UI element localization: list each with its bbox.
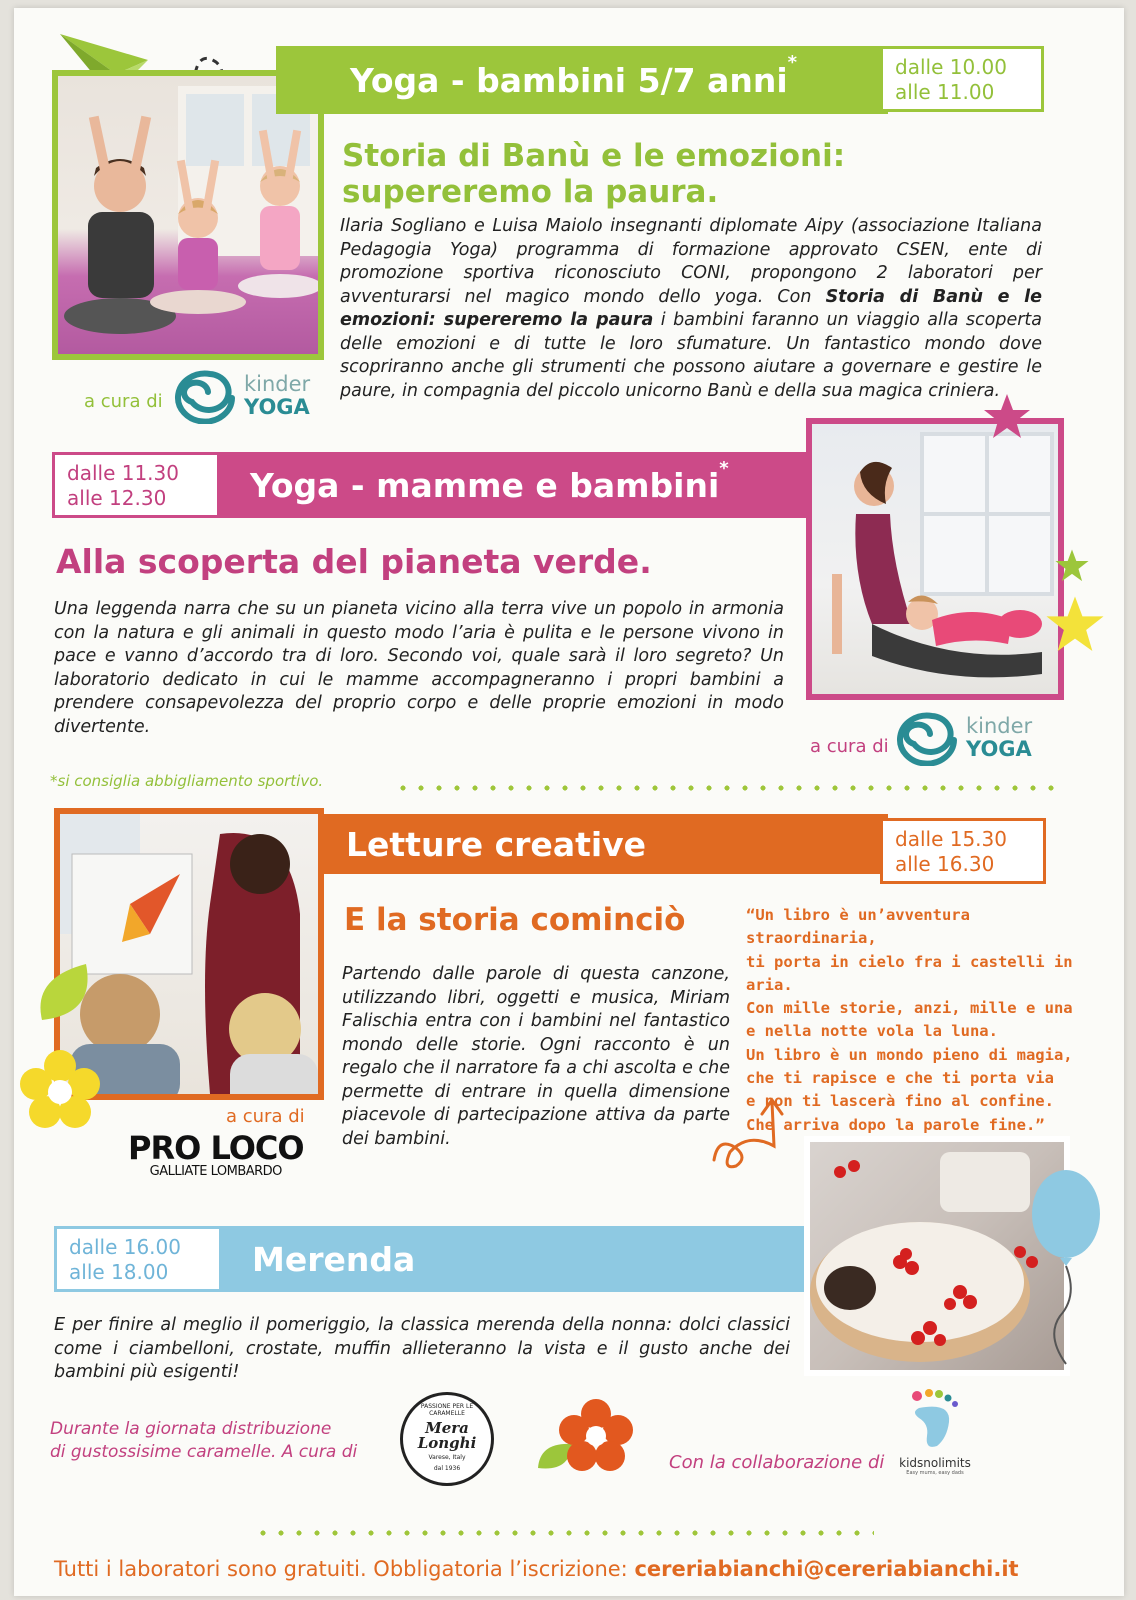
quote-line: “Un libro è un’avventura straordinaria,	[746, 906, 970, 948]
section-description: Partendo dalle parole di questa canzone, utilizzando libri, oggetti e musica, Miriam Falischia entra con i bambini nel fantastico mondo delle storie. Ogni racconto è un regalo che il narratore fa a chi ascolta e che permette di entrare in quella dimensione piacevole di partecipazione attiva da parte dei bambini.	[342, 964, 730, 1149]
swirl-icon	[172, 368, 238, 424]
candy-note-line: Durante la giornata distribuzione	[50, 1419, 332, 1439]
section-title: E la storia cominciò	[344, 902, 686, 938]
section-description	[340, 215, 1042, 403]
quote-line: e nella notte vola la luna.	[746, 1022, 998, 1041]
logo-text: YOGA	[244, 395, 310, 419]
candy-note	[50, 1418, 357, 1464]
yoga-kids-banner	[276, 46, 888, 114]
time-from: dalle 10.00	[895, 55, 1007, 79]
star-icon	[1044, 594, 1106, 656]
section-title: Alla scoperta del pianeta verde.	[56, 542, 652, 581]
description-bold: supereremo la paura	[443, 310, 654, 330]
section-description: Una leggenda narra che su un pianeta vicino alla terra vive un popolo in armonia con la natura e gli animali in questo modo l’aria è pulita e le persone vivono in pace e vanno d’accordo tra di loro. Secondo voi, quale sarà il loro segreto? Un laboratorio dedicato in cui le mamme accompagneranno i propri bambini a prendere consapevolezza del proprio corpo e delle proprie emozioni in modo divertente.	[54, 599, 784, 737]
banner-title: Yoga - mamme e bambini	[250, 465, 720, 505]
logo-text: GALLIATE LOMBARDO	[149, 1164, 282, 1179]
time-to: alle 18.00	[69, 1260, 169, 1284]
time-box	[52, 452, 220, 518]
flower-icon	[18, 1048, 102, 1132]
banner-title: Yoga - bambini 5/7 anni	[350, 60, 788, 100]
flyer-page	[14, 8, 1124, 1596]
collaboration-label: Con la collaborazione di	[669, 1452, 885, 1473]
pro-loco-logo	[128, 1129, 304, 1179]
time-box	[880, 818, 1046, 884]
kinder-yoga-logo	[172, 368, 310, 424]
title-line: Storia di Banù e le emozioni:	[342, 138, 846, 174]
time-to: alle 16.30	[895, 852, 995, 876]
curated-by-label: a cura di	[810, 736, 889, 757]
time-from: dalle 15.30	[895, 827, 1007, 851]
quote-line: ti porta in cielo fra i castelli in aria.	[746, 952, 1073, 994]
footprint-icon	[905, 1388, 965, 1452]
description-bold: Storia di Banù e le emozioni:	[340, 286, 1042, 330]
logo-text: dal 1936	[433, 1465, 461, 1472]
logo-text: YOGA	[966, 737, 1032, 761]
star-icon	[1054, 548, 1090, 584]
quote-line: Un libro è un mondo pieno di magia,	[746, 1045, 1073, 1064]
dotted-divider	[394, 785, 1054, 791]
logo-text: kinder	[966, 714, 1033, 738]
dotted-divider	[254, 1530, 874, 1536]
time-box	[54, 1226, 222, 1292]
banner-title: Letture creative	[346, 824, 647, 864]
flower-icon	[534, 1398, 634, 1482]
description-text: i bambini faranno un viaggio alla scoperta delle emozioni e di tutte le loro sfumature. Un fantastico mondo dove scopriranno anche gli strumenti che possono aiutare a governare e gestire le paure, in compagnia del piccolo unicorno Banù e della sua magica criniera.	[340, 310, 1042, 401]
kidsnolimits-logo	[890, 1388, 980, 1476]
registration-line	[54, 1557, 1019, 1581]
candy-note-line: di gustossisime caramelle. A cura di	[50, 1442, 358, 1462]
section-title	[342, 138, 845, 210]
logo-text: Mera	[425, 1419, 469, 1437]
clothing-note: *si consiglia abbigliamento sportivo.	[50, 772, 324, 790]
logo-text: kidsnolimits	[899, 1456, 971, 1470]
snack-banner	[222, 1226, 808, 1292]
logo-text: kinder	[244, 372, 311, 396]
mom-child-yoga-photo	[806, 418, 1064, 700]
curly-arrow-icon	[708, 1096, 798, 1176]
swirl-icon	[894, 710, 960, 766]
quote-line: e non ti lascerà fino al confine.	[746, 1092, 1054, 1111]
quote-line: che ti rapisce e che ti porta via	[746, 1069, 1054, 1088]
banner-title: Merenda	[252, 1239, 416, 1279]
curated-by-label: a cura di	[226, 1106, 305, 1127]
mora-longhi-logo	[400, 1392, 494, 1486]
logo-text: Easy mums, easy dads	[906, 1470, 964, 1476]
quote-line: Che arriva dopo la parole fine.”	[746, 1115, 1045, 1134]
registration-text: Tutti i laboratori sono gratuiti. Obbligatoria l’iscrizione:	[54, 1557, 635, 1581]
time-to: alle 12.30	[67, 486, 167, 510]
asterisk: *	[719, 458, 729, 479]
time-box	[880, 46, 1044, 112]
title-line: supereremo la paura.	[342, 174, 719, 210]
asterisk: *	[787, 52, 798, 73]
logo-text: Longhi	[417, 1434, 477, 1452]
quote-line: Con mille storie, anzi, mille e una	[746, 999, 1073, 1018]
leaf-icon	[32, 958, 96, 1030]
section-description: E per finire al meglio il pomeriggio, la classica merenda della nonna: dolci classici come i ciambelloni, crostate, muffin allieteranno la vista e il gusto anche dei bambini più esigenti!	[54, 1315, 790, 1382]
logo-text: PASSIONE PER LE CARAMELLE	[420, 1403, 474, 1417]
time-to: alle 11.00	[895, 80, 995, 104]
logo-text: PRO LOCO	[128, 1129, 304, 1167]
logo-text: Varese, Italy	[428, 1454, 466, 1461]
creative-readings-banner	[320, 814, 888, 874]
time-from: dalle 11.30	[67, 461, 179, 485]
kinder-yoga-logo	[894, 710, 1032, 766]
description-text: Ilaria Sogliano e Luisa Maiolo insegnanti diplomate Aipy (associazione Italiana Pedagogia Yoga) programma di formazione approvato CSEN, ente di promozione sportiva riconosciuto CONI, propongono 2 laboratori per avventurarsi nel magico mondo dello yoga. Con	[340, 216, 1042, 307]
yoga-moms-banner	[220, 452, 820, 518]
balloon-icon	[1026, 1166, 1106, 1366]
email-link[interactable]: cereriabianchi@cereriabianchi.it	[634, 1557, 1019, 1581]
star-icon	[982, 392, 1032, 442]
time-from: dalle 16.00	[69, 1235, 181, 1259]
curated-by-label: a cura di	[84, 391, 163, 412]
